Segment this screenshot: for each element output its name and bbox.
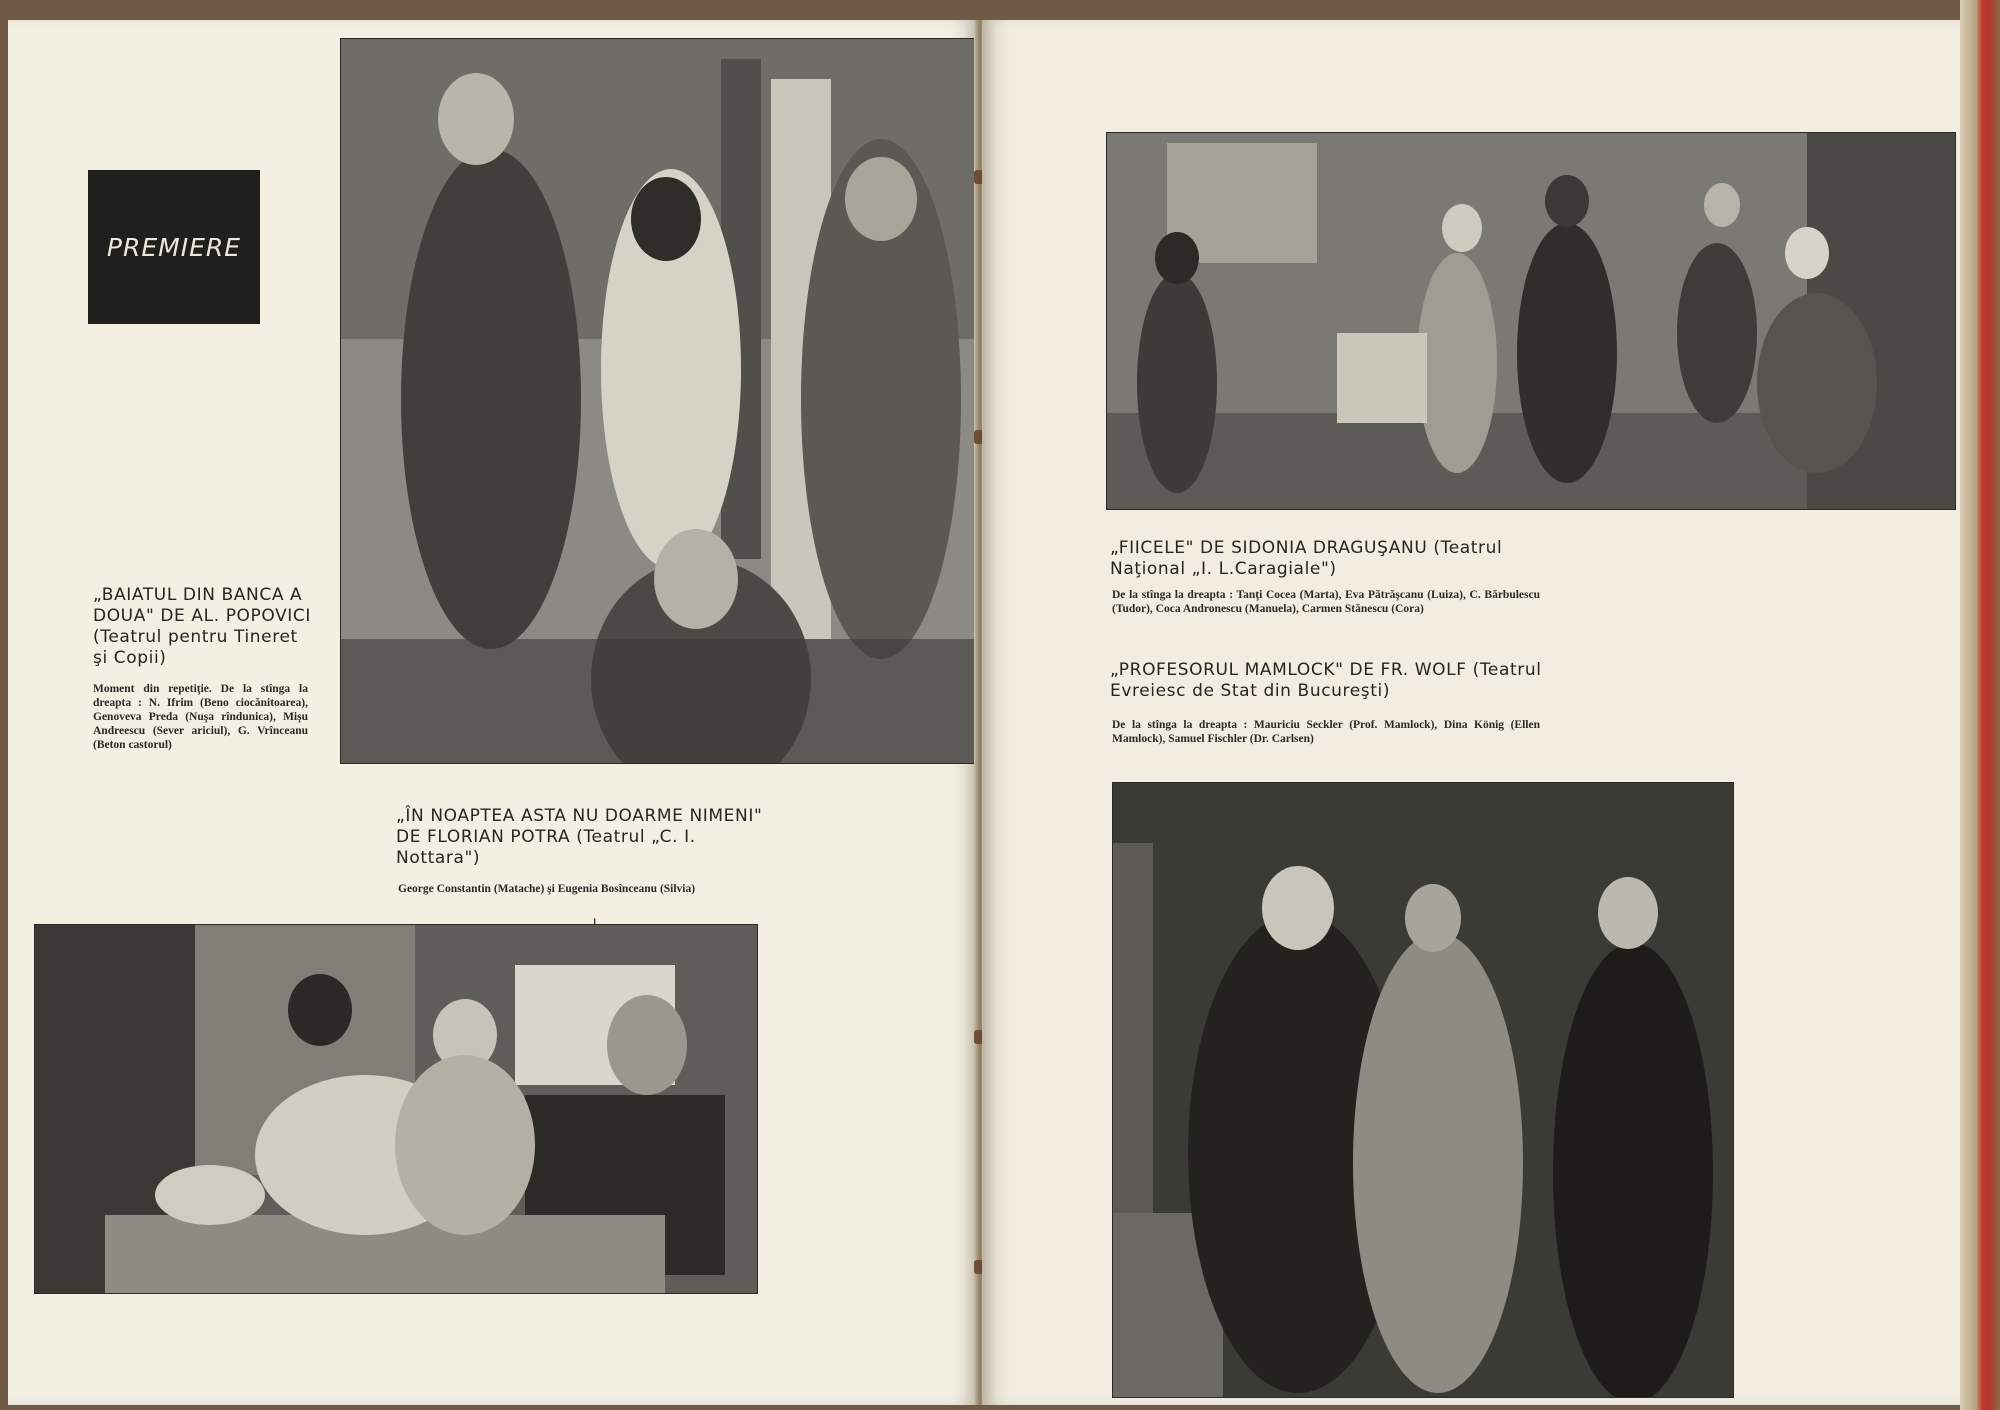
photo-mamlock-scene <box>1112 782 1734 1398</box>
photo-baiatul-rehearsal <box>340 38 978 764</box>
article-title-mamlock: „PROFESORUL MAMLOCK" DE FR. WOLF (Teatrul Evreiesc de Stat din Bucureşti) <box>1110 660 1542 701</box>
magazine-spread <box>8 20 1992 1405</box>
article-title-baiatul: „BAIATUL DIN BANCA A DOUA" DE AL. POPOVICI (Teatrul pentru Tineret şi Copii) <box>93 585 312 668</box>
article-credit-fiicele: De la stînga la dreapta : Tanţi Cocea (Marta), Eva Pătrăşcanu (Luiza), C. Bărbulescu (Tudor), Coca Andronescu (Manuela), Carmen Stănescu (Cora) <box>1112 589 1540 615</box>
article-title-noaptea: „ÎN NOAPTEA ASTA NU DOARME NIMENI" DE FLORIAN POTRA (Teatrul „C. I. Nottara") <box>396 806 763 868</box>
article-credit-mamlock: De la stînga la dreapta : Mauriciu Seckler (Prof. Mamlock), Dina König (Ellen Mamlock), Samuel Fischler (Dr. Carlsen) <box>1112 719 1540 745</box>
left-page <box>8 20 978 1405</box>
article-title-fiicele: „FIICELE" DE SIDONIA DRAGUŞANU (Teatrul Naţional „I. L.Caragiale") <box>1110 538 1503 579</box>
right-page <box>982 20 1992 1405</box>
book-cover-edge <box>1960 0 2000 1410</box>
section-label: PREMIERE <box>106 232 242 262</box>
premiere-section-box <box>88 170 260 324</box>
article-credit-noaptea: George Constantin (Matache) şi Eugenia Bosînceanu (Silvia) <box>398 883 696 895</box>
article-credit-baiatul: Moment din repetiţie. De la stînga la dreapta : N. Ifrim (Beno ciocănitoarea), Genoveva Preda (Nuşa rîndunica), Mişu Andreescu (Sever ariciul), G. Vrînceanu (Beton castorul) <box>93 683 308 751</box>
photo-fiicele-scene <box>1106 132 1956 510</box>
photo-noaptea-scene <box>34 924 758 1294</box>
